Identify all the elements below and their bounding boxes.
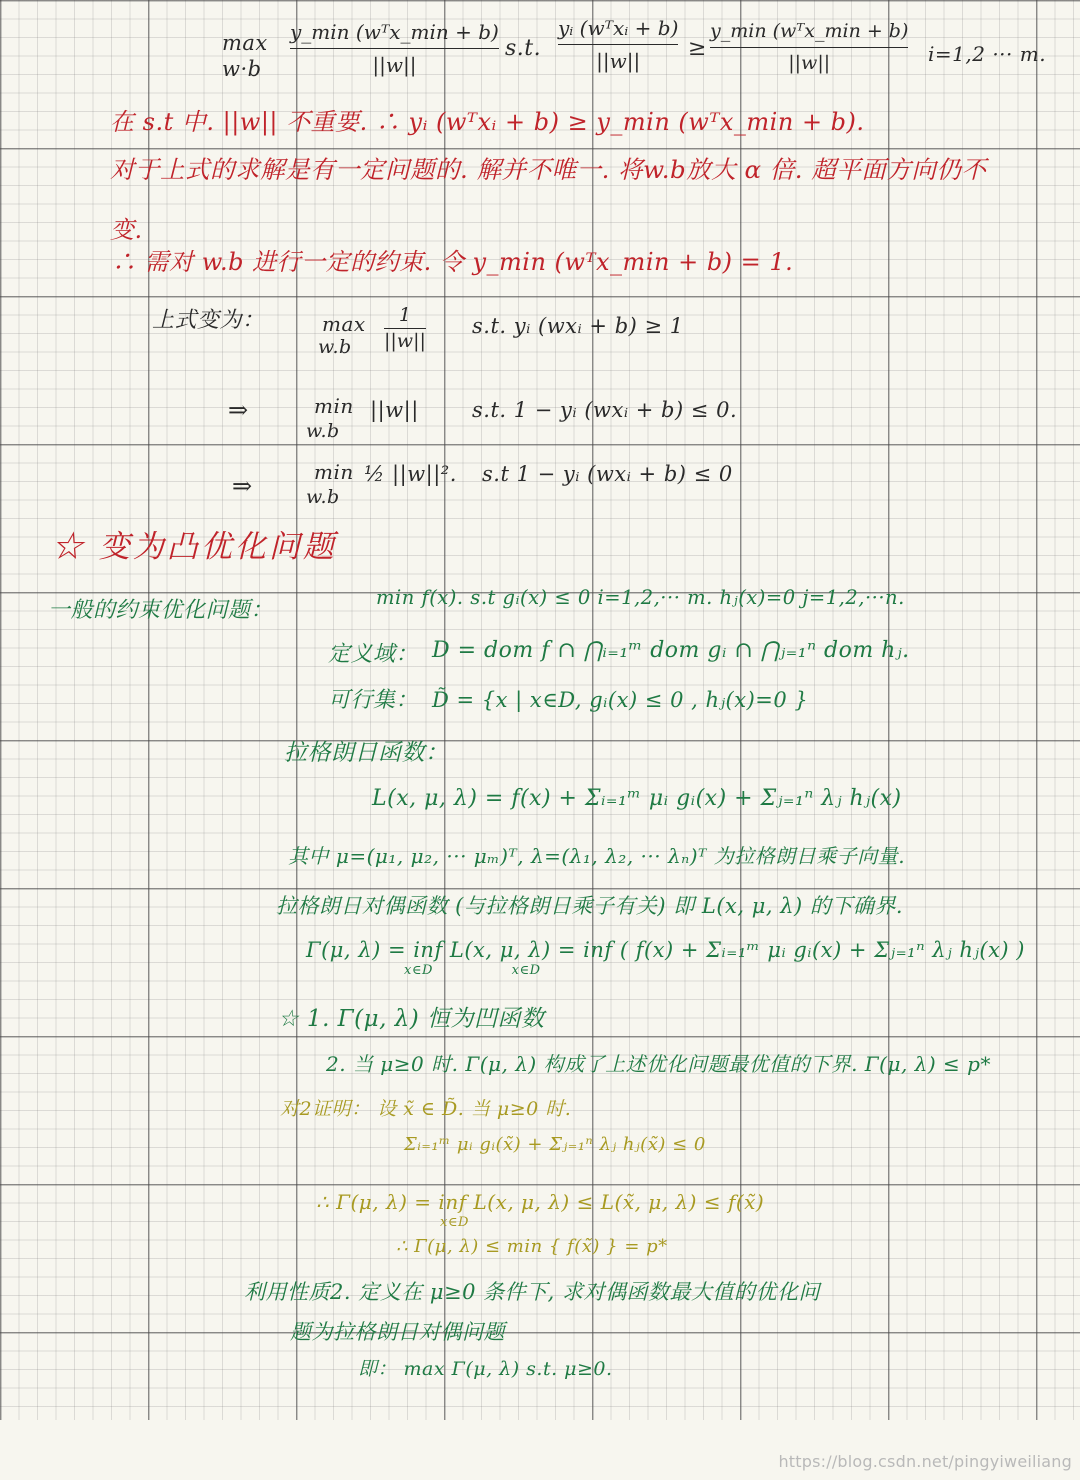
eq3-arrow: ⇒ (232, 472, 253, 500)
conclusion-line-3: 即： max Γ(μ, λ) s.t. μ≥0. (358, 1358, 613, 1380)
eq3-constraint: s.t 1 − yᵢ (wxᵢ + b) ≤ 0 (482, 462, 733, 486)
fraction-bar (558, 44, 678, 45)
header-fraction-2-numerator: yᵢ (wᵀxᵢ + b) (558, 16, 679, 40)
dual-function-definition: Γ(μ, λ) = inf L(x, μ, λ) = inf ( f(x) + Σᵢ₌₁ᵐ μᵢ gᵢ(x) + Σⱼ₌₁ⁿ λⱼ hⱼ(x) ) (306, 938, 1025, 962)
eq2-operator: min (314, 394, 354, 418)
eq1-objective-denominator: ||w|| (384, 330, 426, 352)
general-problem-label: 一般的约束优化问题： (48, 598, 274, 623)
property-1: ☆ 1. Γ(μ, λ) 恒为凹函数 (278, 1006, 545, 1032)
proof-line-3-subscript: x∈D (440, 1215, 469, 1230)
lagrange-multiplier-definition: 其中 μ=(μ₁, μ₂, ··· μₘ)ᵀ, λ=(λ₁, λ₂, ··· λₙ)ᵀ 为拉格朗日乘子向量. (288, 844, 906, 868)
proof-line-4: ∴ Γ(μ, λ) ≤ min { f(x̃) } = p* (396, 1236, 668, 1257)
eq1-variable: w.b (318, 336, 352, 358)
eq3-objective: ½ ||w||². (364, 462, 457, 486)
domain-definition: D = dom f ∩ ⋂ᵢ₌₁ᵐ dom gᵢ ∩ ⋂ⱼ₌₁ⁿ dom hⱼ. (432, 638, 910, 663)
general-problem-statement: min f(x). s.t gᵢ(x) ≤ 0 i=1,2,··· m. hⱼ(x)=0 j=1,2,···n. (376, 586, 905, 609)
eq2-variable: w.b (306, 420, 340, 442)
source-watermark: https://blog.csdn.net/pingyiweiliang (778, 1452, 1072, 1471)
red-note-line-2: 对于上式的求解是有一定问题的. 解并不唯一. 将w.b放大 α 倍. 超平面方向仍不 (110, 155, 987, 184)
red-note-line-1: 在 s.t 中. ||w|| 不重要. ∴ yᵢ (wᵀxᵢ + b) ≥ y_min (wᵀx_min + b). (110, 108, 865, 136)
red-note-line-3: 变. (110, 216, 143, 244)
lagrange-function: L(x, μ, λ) = f(x) + Σᵢ₌₁ᵐ μᵢ gᵢ(x) + Σⱼ₌₁ⁿ λⱼ hⱼ(x) (372, 786, 902, 811)
header-fraction-3-numerator: y_min (wᵀx_min + b) (710, 20, 909, 42)
derivation-intro: 上式变为： (152, 308, 265, 333)
domain-label: 定义域： (328, 642, 419, 667)
eq1-operator: max (322, 312, 366, 336)
eq1-constraint: s.t. yᵢ (wxᵢ + b) ≥ 1 (472, 314, 684, 338)
proof-line-1: 对2证明： 设 x̃ ∈ D̃. 当 μ≥0 时. (280, 1098, 572, 1120)
conclusion-line-2: 题为拉格朗日对偶问题 (290, 1320, 505, 1344)
feasible-set-label: 可行集： (328, 688, 419, 713)
property-2: 2. 当 μ≥0 时. Γ(μ, λ) 构成了上述优化问题最优值的下界. Γ(μ, λ) ≤ p* (326, 1052, 991, 1076)
header-index-range: i=1,2 ··· m. (928, 42, 1047, 66)
eq3-operator: min (314, 460, 354, 484)
header-fraction-2 (558, 18, 678, 71)
header-fraction-1-denominator: ||w|| (372, 53, 417, 77)
proof-line-2: Σᵢ₌₁ᵐ μᵢ gᵢ(x̃) + Σⱼ₌₁ⁿ λⱼ hⱼ(x̃) ≤ 0 (404, 1134, 706, 1155)
eq2-arrow: ⇒ (228, 396, 249, 424)
red-note-line-4: ∴ 需对 w.b 进行一定的约束. 令 y_min (wᵀx_min + b) = 1. (112, 248, 794, 276)
header-geq: ≥ (688, 36, 707, 61)
header-fraction-1 (290, 22, 499, 75)
conclusion-line-1: 利用性质2. 定义在 μ≥0 条件下, 求对偶函数最大值的优化问 (244, 1280, 821, 1304)
eq1-objective (384, 306, 426, 351)
header-fraction-2-denominator: ||w|| (596, 49, 641, 73)
feasible-set-definition: D̃ = {x | x∈D, gᵢ(x) ≤ 0 , hⱼ(x)=0 } (432, 688, 809, 712)
fraction-bar (384, 328, 426, 329)
fraction-bar (290, 48, 499, 49)
dual-function-description: 拉格朗日对偶函数 (与拉格朗日乘子有关) 即 L(x, μ, λ) 的下确界. (276, 894, 904, 918)
eq2-constraint: s.t. 1 − yᵢ (wxᵢ + b) ≤ 0. (472, 398, 738, 422)
max-wb-operator: max w·b (222, 31, 268, 81)
eq3-variable: w.b (306, 486, 340, 508)
fraction-bar (710, 47, 908, 48)
proof-line-3: ∴ Γ(μ, λ) = inf L(x, μ, λ) ≤ L(x̃, μ, λ) ≤ f(x̃) (316, 1190, 765, 1214)
eq1-objective-numerator: 1 (398, 304, 411, 326)
lagrange-function-title: 拉格朗日函数： (284, 740, 449, 766)
header-fraction-3 (710, 22, 908, 73)
header-st: s.t. (505, 36, 542, 61)
bottom-margin (0, 1420, 1080, 1480)
dual-function-subscripts: x∈D x∈D (404, 963, 541, 978)
convex-optimization-heading: ☆ 变为凸优化问题 (52, 529, 337, 565)
eq2-objective: ||w|| (370, 398, 419, 422)
header-fraction-3-denominator: ||w|| (788, 52, 831, 74)
header-fraction-1-numerator: y_min (wᵀx_min + b) (290, 20, 499, 44)
